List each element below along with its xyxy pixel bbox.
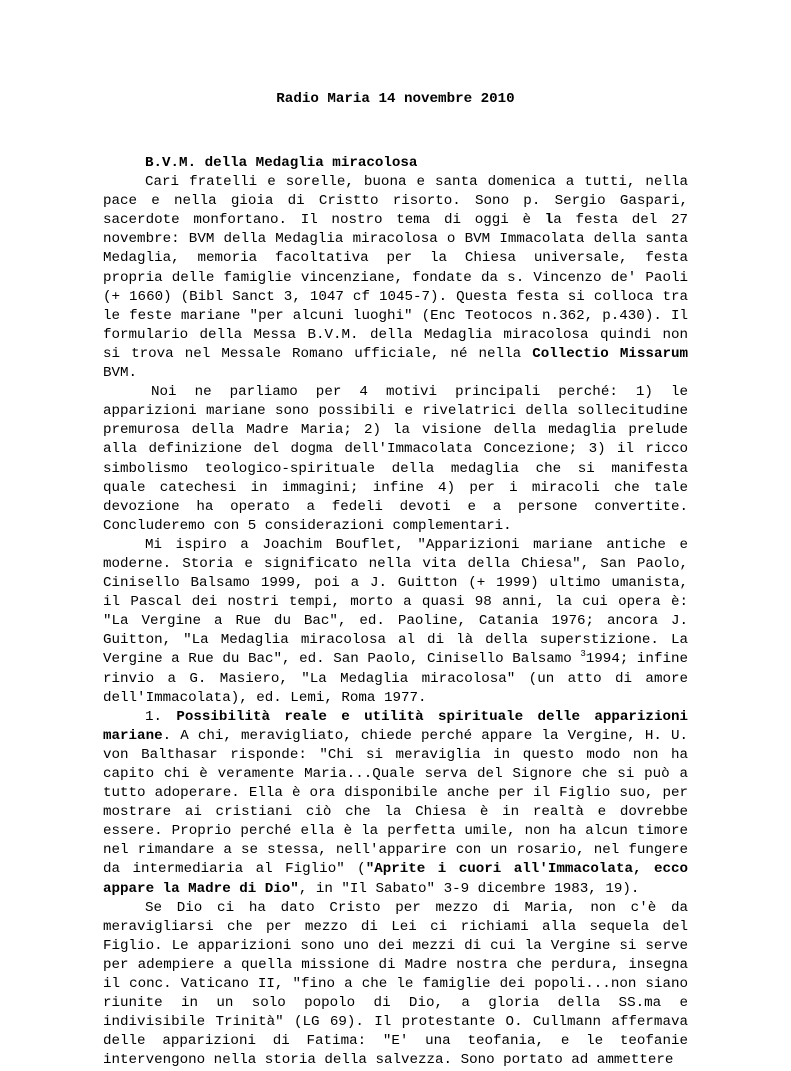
document-body <box>103 154 688 1071</box>
paragraph-3-text-a: Mi ispiro a Joachim Bouflet, "Apparizioni mariane antiche e moderne. Storia e significato nella vita della Chiesa", San Paolo, Cinisello Balsamo 1999, poi a J. Guitton (+ 1999) ultimo umanista, il Pascal dei nostri tempi, morto a quasi 98 anni, la cui opera è: "La Vergine a Rue du Bac", ed. Paoline, Catania 1976; ancora J. Guitton, "La Medaglia miracolosa al di là della superstizione. La Vergine a Rue du Bac", ed. San Paolo, Cinisello Balsamo <box>103 536 688 668</box>
paragraph-5: Se Dio ci ha dato Cristo per mezzo di Maria, non c'è da meravigliarsi che per mezzo di Lei ci richiami alla sequela del Figlio. Le apparizioni sono uno dei mezzi di cui la Vergine si serve per adempiere a quella missione di Madre nostra che perdura, insegna il conc. Vaticano II, "fino a che le famiglie dei popoli...non siano riunite in un solo popolo di Dio, a gloria della SS.ma e indivisibile Trinità" (LG 69). Il protestante O. Cullmann affermava delle apparizioni di Fatima: "E' una teofania, e le teofanie intervengono nella storia della salvezza. Sono portato ad ammettere <box>103 899 688 1069</box>
paragraph-4-text-a: . A chi, meravigliato, chiede perché appare la Vergine, H. U. von Balthasar risponde: "Chi si meraviglia in questo modo non ha capito chi è veramente Maria...Quale serva del Signore che si può a tutto adoperare. Ella è ora disponibile anche per il Figlio suo, per mostrare ai cristiani ciò che la Chiesa è in realtà e dovrebbe essere. Proprio perché ella è la perfetta umile, non ha alcun timore nel rimandare a se stessa, nell'apparire con un rosario, nel fungere da intermediaria al Figlio" ( <box>103 727 688 878</box>
paragraph-4 <box>103 708 688 899</box>
paragraph-3 <box>103 536 688 708</box>
paragraph-1-bold-title: Collectio Missarum <box>532 345 689 362</box>
paragraph-1-text-a: Cari fratelli e sorelle, buona e santa domenica a tutti, nella pace e nella gioia di Cristto risorto. Sono p. Sergio Gaspari, sacerdote monfortano. Il nostro tema di oggi è <box>103 174 688 229</box>
paragraph-1-text-e: BVM. <box>103 365 138 382</box>
paragraph-1 <box>103 173 688 383</box>
document-title: Radio Maria 14 novembre 2010 <box>276 91 515 107</box>
paragraph-4-bold-heading: Possibilità reale e utilità spirituale delle apparizioni mariane <box>103 708 688 744</box>
section-heading: B.V.M. della Medaglia miracolosa <box>145 155 418 171</box>
paragraph-4-bold-quote: "Aprite i cuori all'Immacolata, ecco appare la Madre di Dio" <box>103 861 688 897</box>
paragraph-2: Noi ne parliamo per 4 motivi principali perché: 1) le apparizioni mariane sono possibili e rivelatrici della sollecitudine premurosa della Madre Maria; 2) la visione della medaglia prelude alla definizione del dogma dell'Immacolata Concezione; 3) il ricco simbolismo teologico-spirituale della medaglia che si manifesta quale catechesi in immagini; infine 4) per i miracoli che tale devozione ha operato a fedeli devoti e a persone convertite. Concluderemo con 5 considerazioni complementari. <box>103 384 688 534</box>
paragraph-4-number: 1. <box>145 708 177 725</box>
paragraph-4-text-b: , in "Il Sabato" 3-9 dicembre 1983, 19). <box>298 880 640 897</box>
paragraph-1-text-c: a festa del 27 novembre: BVM della Medaglia miracolosa o BVM Immacolata della santa Medaglia, memoria facoltativa per la Chiesa universale, festa propria delle famiglie vincenziane, fondate da s. Vincenzo de' Paoli (+ 1660) (Bibl Sanct 3, 1047 cf 1045-7). Questa festa si colloca tra le feste mariane "per alcuni luoghi" (Enc Teotocos n.362, p.430). Il formulario della Messa B.V.M. della Medaglia miracolosa quindi non si trova nel Messale Romano ufficiale, né nella <box>103 212 688 362</box>
paragraph-3-superscript: 3 <box>580 649 586 660</box>
paragraph-3-text-b: 1994; infine rinvio a G. Masiero, "La Medaglia miracolosa" (un atto di amore dell'Immacolata), ed. Lemi, Roma 1977. <box>103 651 689 706</box>
paragraph-1-bold-letter: l <box>544 212 554 229</box>
